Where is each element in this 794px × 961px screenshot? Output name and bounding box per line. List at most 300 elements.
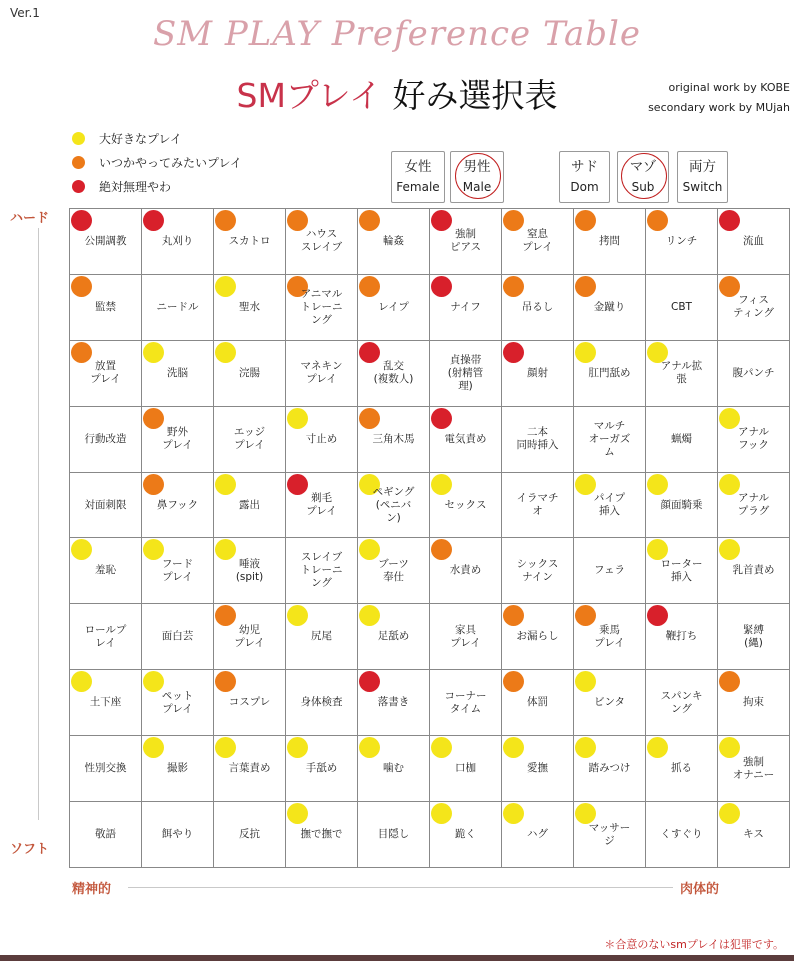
cell-label: 緊縛 (縄) — [743, 623, 764, 649]
red-dot-icon — [431, 276, 452, 297]
grid-cell[interactable] — [142, 604, 214, 670]
grid-cell[interactable] — [718, 736, 790, 802]
cell-label: 愛撫 — [527, 762, 548, 775]
grid-cell[interactable] — [430, 802, 502, 868]
orange-dot-icon — [431, 539, 452, 560]
grid-cell[interactable] — [502, 209, 574, 275]
cell-label: 放置 プレイ — [90, 360, 121, 386]
grid-cell[interactable] — [502, 406, 574, 472]
yellow-dot-icon — [575, 342, 596, 363]
cell-label: 乳首責め — [732, 564, 775, 577]
grid-cell[interactable] — [574, 209, 646, 275]
cell-label: アニマル トレーニ ング — [300, 287, 343, 326]
bottom-bar — [0, 955, 794, 961]
grid-row — [70, 802, 790, 868]
yellow-dot-icon — [719, 408, 740, 429]
grid-cell[interactable] — [286, 406, 358, 472]
grid-cell[interactable] — [718, 209, 790, 275]
grid-cell[interactable] — [214, 340, 286, 406]
orange-dot-icon — [719, 671, 740, 692]
red-dot-icon — [71, 210, 92, 231]
option-male-en: Male — [462, 180, 492, 194]
cell-label: 金蹴り — [593, 300, 626, 313]
orange-dot-icon — [143, 474, 164, 495]
grid-cell[interactable] — [574, 736, 646, 802]
cell-label: 浣腸 — [239, 366, 260, 379]
cell-label: スパンキ ング — [660, 689, 703, 715]
grid-cell[interactable] — [646, 670, 718, 736]
grid-cell[interactable] — [646, 209, 718, 275]
cell-label: 露出 — [239, 498, 260, 511]
preference-grid — [69, 208, 790, 868]
cell-label: マネキン プレイ — [300, 360, 343, 386]
legend-item-never — [72, 176, 171, 196]
selected-circle-sub — [621, 153, 667, 199]
grid-cell[interactable] — [70, 274, 142, 340]
grid-cell[interactable] — [70, 802, 142, 868]
cell-label: 跪く — [455, 828, 476, 840]
yellow-dot-icon — [287, 737, 308, 758]
orange-dot-icon — [359, 210, 380, 231]
cell-label: 手舐め — [305, 762, 338, 775]
cell-label: 拘束 — [743, 696, 764, 709]
grid-cell[interactable] — [358, 472, 430, 538]
cell-label: 噛む — [383, 762, 404, 775]
cell-label: 足舐め — [377, 630, 410, 643]
cell-label: マッサー ジ — [588, 821, 631, 847]
grid-cell[interactable] — [214, 274, 286, 340]
grid-row — [70, 472, 790, 538]
cell-label: 反抗 — [239, 828, 260, 840]
grid-cell[interactable] — [286, 274, 358, 340]
grid-cell[interactable] — [718, 472, 790, 538]
option-dom-en: Dom — [570, 180, 599, 194]
legend-label: いつかやってみたいプレイ — [99, 155, 242, 170]
grid-cell[interactable] — [718, 538, 790, 604]
grid-cell[interactable] — [358, 406, 430, 472]
grid-cell[interactable] — [430, 736, 502, 802]
yellow-dot-icon — [647, 737, 668, 758]
cell-label: ローター 挿入 — [660, 557, 703, 583]
orange-dot-icon — [143, 408, 164, 429]
cell-label: 窒息 プレイ — [522, 228, 553, 254]
yellow-dot-icon — [359, 605, 380, 626]
yellow-dot-icon — [143, 737, 164, 758]
cell-label: 顔射 — [527, 366, 548, 379]
yellow-dot-icon — [71, 671, 92, 692]
grid-cell[interactable] — [214, 604, 286, 670]
grid-cell[interactable] — [574, 340, 646, 406]
grid-cell[interactable] — [358, 670, 430, 736]
grid-cell[interactable] — [358, 340, 430, 406]
grid-cell[interactable] — [502, 538, 574, 604]
grid-cell[interactable] — [214, 406, 286, 472]
grid-cell[interactable] — [430, 670, 502, 736]
credit-secondary: secondary work by MUjah — [648, 101, 790, 114]
grid-cell[interactable] — [430, 538, 502, 604]
orange-dot-icon — [71, 276, 92, 297]
grid-cell[interactable] — [430, 340, 502, 406]
grid-cell[interactable] — [502, 736, 574, 802]
yellow-dot-icon — [72, 132, 85, 145]
yellow-dot-icon — [287, 803, 308, 824]
grid-row — [70, 209, 790, 275]
grid-cell[interactable] — [574, 802, 646, 868]
cell-label: 行動改造 — [84, 432, 127, 445]
grid-cell[interactable] — [286, 538, 358, 604]
cell-label: 拷問 — [599, 234, 620, 247]
cell-label: 身体検査 — [300, 696, 343, 709]
cell-label: ビンタ — [593, 696, 626, 709]
yellow-dot-icon — [215, 539, 236, 560]
grid-cell[interactable] — [574, 538, 646, 604]
cell-label: 目隠し — [377, 828, 410, 840]
option-switch-en: Switch — [682, 180, 723, 194]
grid-cell[interactable] — [142, 538, 214, 604]
grid-cell[interactable] — [142, 670, 214, 736]
yellow-dot-icon — [719, 737, 740, 758]
grid-cell[interactable] — [286, 670, 358, 736]
title-english: SM PLAY Preference Table — [152, 14, 642, 54]
yellow-dot-icon — [359, 539, 380, 560]
orange-dot-icon — [575, 210, 596, 231]
grid-cell[interactable] — [358, 209, 430, 275]
grid-cell[interactable] — [430, 604, 502, 670]
grid-cell[interactable] — [718, 802, 790, 868]
cell-label: 鼻フック — [156, 498, 199, 511]
cell-label: 洗脳 — [167, 366, 188, 379]
orange-dot-icon — [215, 210, 236, 231]
cell-label: フード プレイ — [161, 557, 194, 583]
grid-cell[interactable] — [142, 736, 214, 802]
cell-label: 羞恥 — [95, 564, 116, 577]
grid-cell[interactable] — [502, 472, 574, 538]
grid-cell[interactable] — [646, 472, 718, 538]
cell-label: 体罰 — [527, 696, 548, 709]
orange-dot-icon — [359, 276, 380, 297]
grid-cell[interactable] — [214, 736, 286, 802]
credits — [610, 78, 790, 118]
cell-label: CBT — [671, 300, 692, 313]
grid-cell[interactable] — [142, 472, 214, 538]
cell-label: 顔面騎乗 — [660, 498, 703, 511]
grid-cell[interactable] — [502, 340, 574, 406]
grid-cell[interactable] — [430, 274, 502, 340]
grid-cell[interactable] — [502, 802, 574, 868]
cell-label: キス — [743, 828, 764, 840]
yellow-dot-icon — [143, 342, 164, 363]
red-dot-icon — [431, 408, 452, 429]
yellow-dot-icon — [575, 803, 596, 824]
cell-label: 貞操帯 (射精管 理) — [447, 353, 484, 392]
grid-cell[interactable] — [646, 604, 718, 670]
cell-label: 強制 オナニー — [732, 755, 775, 781]
cell-label: 敬語 — [95, 828, 116, 840]
grid-cell[interactable] — [646, 406, 718, 472]
grid-cell[interactable] — [286, 604, 358, 670]
grid-cell[interactable] — [718, 274, 790, 340]
grid-cell[interactable] — [718, 670, 790, 736]
legend-item-love — [72, 128, 182, 148]
grid-cell[interactable] — [574, 670, 646, 736]
cell-label: 腹パンチ — [732, 366, 775, 379]
cell-label: 餌やり — [161, 828, 194, 840]
grid-cell[interactable] — [286, 802, 358, 868]
cell-label: 鞭打ち — [665, 630, 698, 643]
red-dot-icon — [431, 210, 452, 231]
legend-label: 大好きなプレイ — [99, 131, 182, 146]
cell-label: 聖水 — [239, 300, 260, 313]
grid-row — [70, 274, 790, 340]
cell-label: 電気責め — [444, 432, 487, 445]
cell-label: 幼児 プレイ — [234, 623, 265, 649]
option-dom[interactable] — [559, 151, 610, 203]
grid-cell[interactable] — [574, 472, 646, 538]
cell-label: 蝋燭 — [671, 432, 692, 445]
red-dot-icon — [143, 210, 164, 231]
cell-label: 性別交換 — [84, 762, 127, 775]
cell-label: コーナー タイム — [444, 689, 487, 715]
option-female[interactable] — [391, 151, 445, 203]
cell-label: ブーツ 奉仕 — [378, 557, 409, 583]
yellow-dot-icon — [215, 342, 236, 363]
cell-label: ペット プレイ — [161, 689, 194, 715]
option-female-jp: 女性 — [404, 159, 432, 175]
grid-cell[interactable] — [430, 406, 502, 472]
cell-label: ハウス スレイブ — [300, 228, 343, 254]
cell-label: 野外 プレイ — [162, 426, 193, 452]
cell-label: フィス ティング — [733, 294, 774, 320]
grid-cell[interactable] — [646, 736, 718, 802]
cell-label: 対面刺限 — [84, 498, 127, 511]
cell-label: 唾液 (spit) — [235, 557, 264, 583]
yellow-dot-icon — [71, 539, 92, 560]
orange-dot-icon — [503, 671, 524, 692]
grid-cell[interactable] — [574, 406, 646, 472]
cell-label: 監禁 — [95, 300, 116, 313]
grid-cell[interactable] — [286, 736, 358, 802]
grid-cell[interactable] — [286, 472, 358, 538]
grid-cell[interactable] — [286, 209, 358, 275]
yellow-dot-icon — [503, 737, 524, 758]
cell-label: リンチ — [665, 234, 698, 247]
cell-label: 土下座 — [89, 696, 122, 709]
orange-dot-icon — [503, 276, 524, 297]
grid-cell[interactable] — [430, 472, 502, 538]
grid-cell[interactable] — [646, 802, 718, 868]
yellow-dot-icon — [575, 474, 596, 495]
grid-cell[interactable] — [142, 340, 214, 406]
grid-cell[interactable] — [214, 538, 286, 604]
option-sub-jp: マゾ — [629, 159, 657, 175]
cell-label: スカトロ — [228, 234, 271, 247]
cell-label: 強制 ピアス — [449, 228, 482, 254]
grid-row — [70, 538, 790, 604]
version-label: Ver.1 — [10, 6, 40, 20]
cell-label: 面白芸 — [161, 630, 194, 643]
cell-label: ニードル — [156, 300, 199, 313]
cell-label: セックス — [444, 498, 487, 511]
option-switch-jp: 両方 — [689, 159, 716, 175]
orange-dot-icon — [215, 605, 236, 626]
cell-label: ペギング (ペニバ ン) — [372, 485, 415, 524]
grid-cell[interactable] — [358, 538, 430, 604]
cell-label: マルチ オーガズ ム — [588, 419, 631, 458]
cell-label: レイプ — [378, 300, 409, 313]
axis-physical-label: 肉体的 — [680, 882, 720, 897]
orange-dot-icon — [359, 408, 380, 429]
yellow-dot-icon — [215, 474, 236, 495]
red-dot-icon — [287, 474, 308, 495]
grid-row — [70, 736, 790, 802]
cell-label: ナイフ — [450, 300, 481, 313]
red-dot-icon — [719, 210, 740, 231]
cell-label: アナル フック — [738, 426, 769, 452]
cell-label: アナル プラグ — [737, 492, 770, 517]
grid-row — [70, 604, 790, 670]
grid-cell[interactable] — [358, 802, 430, 868]
cell-label: エッジ プレイ — [233, 426, 266, 452]
cell-label: 乗馬 プレイ — [594, 623, 625, 649]
grid-cell[interactable] — [142, 406, 214, 472]
grid-cell[interactable] — [646, 340, 718, 406]
cell-label: 落書き — [377, 696, 410, 709]
grid-cell[interactable] — [574, 274, 646, 340]
cell-label: アナル拡 張 — [660, 360, 703, 386]
grid-cell[interactable] — [502, 274, 574, 340]
grid-cell[interactable] — [646, 274, 718, 340]
red-dot-icon — [359, 671, 380, 692]
cell-label: パイプ 挿入 — [593, 492, 626, 517]
cell-label: 寸止め — [305, 432, 338, 445]
grid-cell[interactable] — [70, 604, 142, 670]
orange-dot-icon — [287, 210, 308, 231]
cell-label: 肛門舐め — [588, 366, 631, 379]
cell-label: 剃毛 プレイ — [306, 492, 337, 517]
cell-label: シックス ナイン — [516, 557, 559, 583]
cell-label: ロールプ レイ — [84, 623, 127, 649]
cell-label: コスプレ — [228, 696, 271, 709]
vertical-axis-line — [38, 228, 39, 820]
yellow-dot-icon — [215, 276, 236, 297]
cell-label: 踏みつけ — [588, 762, 631, 775]
cell-label: 水責め — [449, 564, 482, 577]
cell-label: くすぐり — [660, 828, 703, 840]
cell-label: 撮影 — [167, 762, 188, 775]
grid-cell[interactable] — [358, 604, 430, 670]
orange-dot-icon — [575, 276, 596, 297]
yellow-dot-icon — [287, 605, 308, 626]
horizontal-axis-line — [128, 887, 673, 888]
option-switch[interactable] — [677, 151, 728, 203]
grid-cell[interactable] — [718, 604, 790, 670]
yellow-dot-icon — [143, 671, 164, 692]
yellow-dot-icon — [215, 737, 236, 758]
grid-cell[interactable] — [214, 802, 286, 868]
grid-cell[interactable] — [358, 274, 430, 340]
grid-cell[interactable] — [214, 472, 286, 538]
grid-cell[interactable] — [502, 670, 574, 736]
yellow-dot-icon — [719, 474, 740, 495]
grid-cell[interactable] — [70, 340, 142, 406]
cell-label: ハグ — [527, 828, 548, 840]
orange-dot-icon — [215, 671, 236, 692]
option-male-jp: 男性 — [463, 159, 491, 175]
grid-cell[interactable] — [358, 736, 430, 802]
cell-label: イラマチ オ — [516, 492, 559, 517]
grid-row — [70, 340, 790, 406]
cell-label: お漏らし — [516, 630, 559, 643]
axis-mental-label: 精神的 — [72, 882, 112, 897]
yellow-dot-icon — [647, 474, 668, 495]
orange-dot-icon — [503, 605, 524, 626]
cell-label: 公開調教 — [84, 234, 127, 247]
grid-cell[interactable] — [502, 604, 574, 670]
yellow-dot-icon — [287, 408, 308, 429]
grid-cell[interactable] — [718, 340, 790, 406]
grid-cell[interactable] — [430, 209, 502, 275]
grid-cell[interactable] — [214, 209, 286, 275]
grid-cell[interactable] — [70, 670, 142, 736]
orange-dot-icon — [575, 605, 596, 626]
grid-cell[interactable] — [718, 406, 790, 472]
grid-cell[interactable] — [70, 209, 142, 275]
red-dot-icon — [359, 342, 380, 363]
title-jp-sm: SMプレイ — [236, 76, 382, 115]
grid-cell[interactable] — [142, 209, 214, 275]
grid-cell[interactable] — [70, 538, 142, 604]
grid-cell[interactable] — [70, 736, 142, 802]
cell-label: 家具 プレイ — [450, 623, 481, 649]
grid-cell[interactable] — [286, 340, 358, 406]
red-dot-icon — [72, 180, 85, 193]
yellow-dot-icon — [359, 737, 380, 758]
orange-dot-icon — [647, 210, 668, 231]
grid-cell[interactable] — [70, 406, 142, 472]
grid-cell[interactable] — [646, 538, 718, 604]
footnote: ＊合意のないsmプレイは犯罪です。 — [604, 938, 784, 951]
cell-label: 吊るし — [521, 300, 554, 313]
grid-cell[interactable] — [214, 670, 286, 736]
cell-label: 輪姦 — [383, 234, 404, 247]
option-sub-en: Sub — [631, 180, 655, 194]
cell-label: 乱交 (複数人) — [373, 360, 414, 386]
title-jp-rest: 好み選択表 — [392, 76, 558, 115]
grid-cell[interactable] — [142, 802, 214, 868]
axis-soft-label: ソフト — [10, 842, 50, 857]
cell-label: 口枷 — [455, 762, 476, 775]
yellow-dot-icon — [503, 803, 524, 824]
grid-cell[interactable] — [574, 604, 646, 670]
legend-label: 絶対無理やわ — [99, 179, 172, 194]
cell-label: 言葉責め — [228, 762, 271, 775]
grid-cell[interactable] — [142, 274, 214, 340]
red-dot-icon — [647, 605, 668, 626]
yellow-dot-icon — [575, 737, 596, 758]
cell-label: 抓る — [671, 762, 692, 775]
yellow-dot-icon — [575, 671, 596, 692]
grid-cell[interactable] — [70, 472, 142, 538]
cell-label: 二本 同時挿入 — [516, 426, 559, 452]
cell-label: 三角木馬 — [372, 432, 415, 445]
legend-item-want — [72, 152, 242, 172]
cell-label: 尻尾 — [311, 630, 332, 643]
red-dot-icon — [503, 342, 524, 363]
cell-label: 撫で撫で — [300, 828, 343, 840]
option-dom-jp: サド — [571, 159, 598, 175]
yellow-dot-icon — [431, 474, 452, 495]
cell-label: フェラ — [594, 564, 625, 577]
